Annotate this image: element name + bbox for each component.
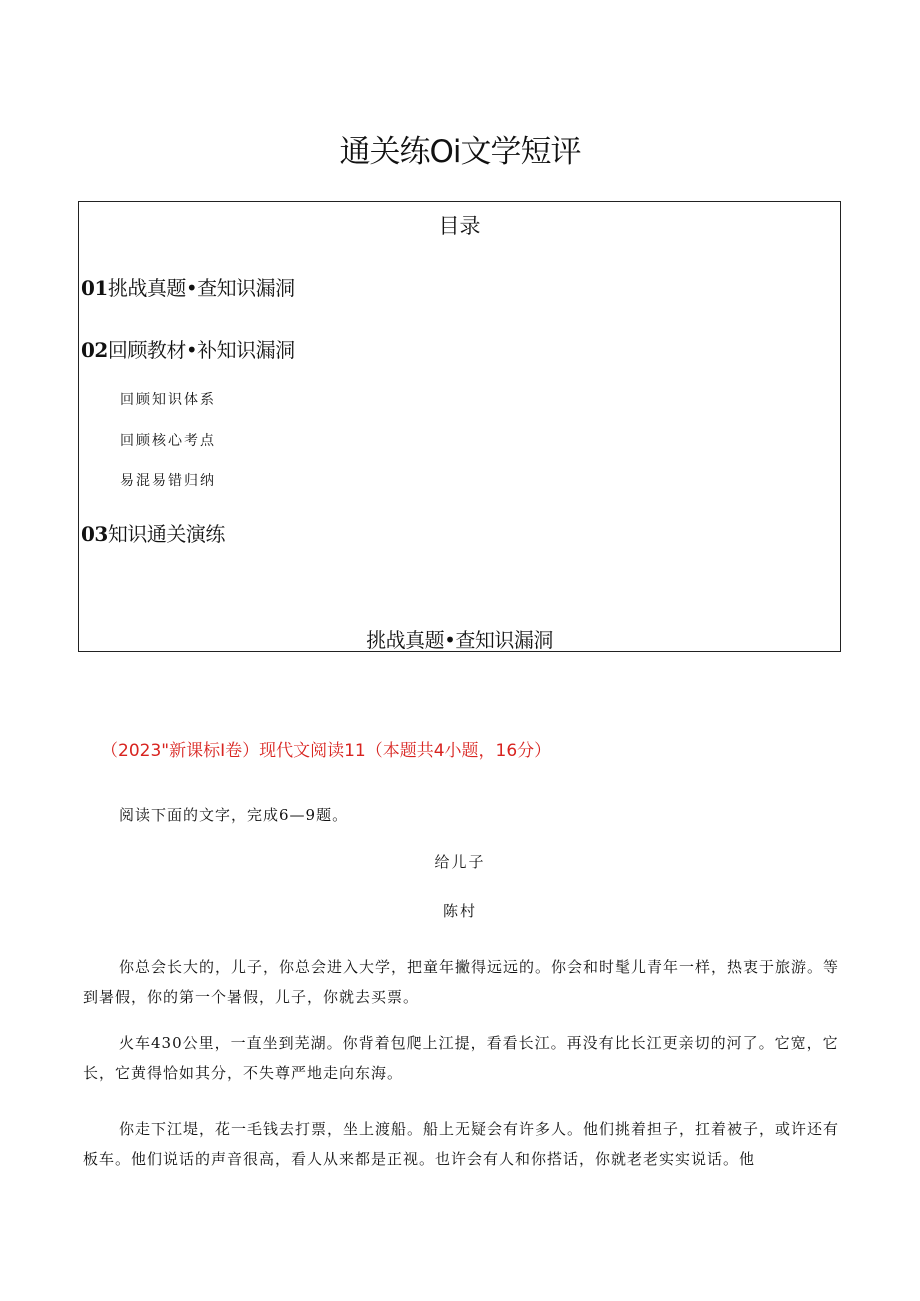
toc-item-02[interactable] bbox=[81, 334, 295, 363]
toc-subitem[interactable]: 易混易错归纳 bbox=[120, 473, 216, 489]
toc-item-label: 挑战真题•查知识漏洞 bbox=[107, 276, 295, 300]
document-title: 通关练Oi文学短评 bbox=[339, 134, 581, 170]
toc-item-03[interactable] bbox=[81, 518, 225, 547]
toc-item-number: 03 bbox=[81, 522, 108, 546]
toc-subitem[interactable]: 回顾知识体系 bbox=[120, 392, 216, 408]
toc-item-label: 知识通关演练 bbox=[107, 522, 225, 546]
toc-item-label: 回顾教材•补知识漏洞 bbox=[107, 338, 295, 362]
question-source: （2023"新课标I卷）现代文阅读11（本题共4小题，16分） bbox=[101, 741, 552, 761]
body-paragraph: 火车430公里，一直坐到芜湖。你背着包爬上江提，看看长江。再没有比长江更亲切的河了。它宽，它长，它黄得恰如其分，不失尊严地走向东海。 bbox=[83, 1034, 839, 1082]
toc-item-number: 02 bbox=[81, 338, 108, 362]
toc-item-number: 01 bbox=[81, 276, 108, 300]
body-paragraph: 你总会长大的，儿子，你总会进入大学，把童年撇得远远的。你会和时髦儿青年一样，热衷于旅游。等到暑假，你的第一个暑假，儿子，你就去买票。 bbox=[83, 958, 840, 1006]
body-paragraph: 你走下江堤，花一毛钱去打票，坐上渡船。船上无疑会有许多人。他们挑着担子，扛着被子，或许还有板车。他们说话的声音很高，看人从来都是正视。也许会有人和你搭话，你就老老实实说话。他 bbox=[83, 1120, 840, 1168]
toc-subitem[interactable]: 回顾核心考点 bbox=[120, 433, 216, 449]
reading-instruction: 阅读下面的文字，完成6—9题。 bbox=[119, 806, 349, 824]
toc-heading: 目录 bbox=[438, 214, 481, 238]
section-heading: 挑战真题•查知识漏洞 bbox=[366, 628, 553, 652]
toc-box bbox=[78, 201, 841, 652]
author-name: 陈村 bbox=[442, 902, 477, 920]
poem-title: 给儿子 bbox=[434, 853, 486, 871]
toc-item-01[interactable] bbox=[81, 272, 295, 301]
